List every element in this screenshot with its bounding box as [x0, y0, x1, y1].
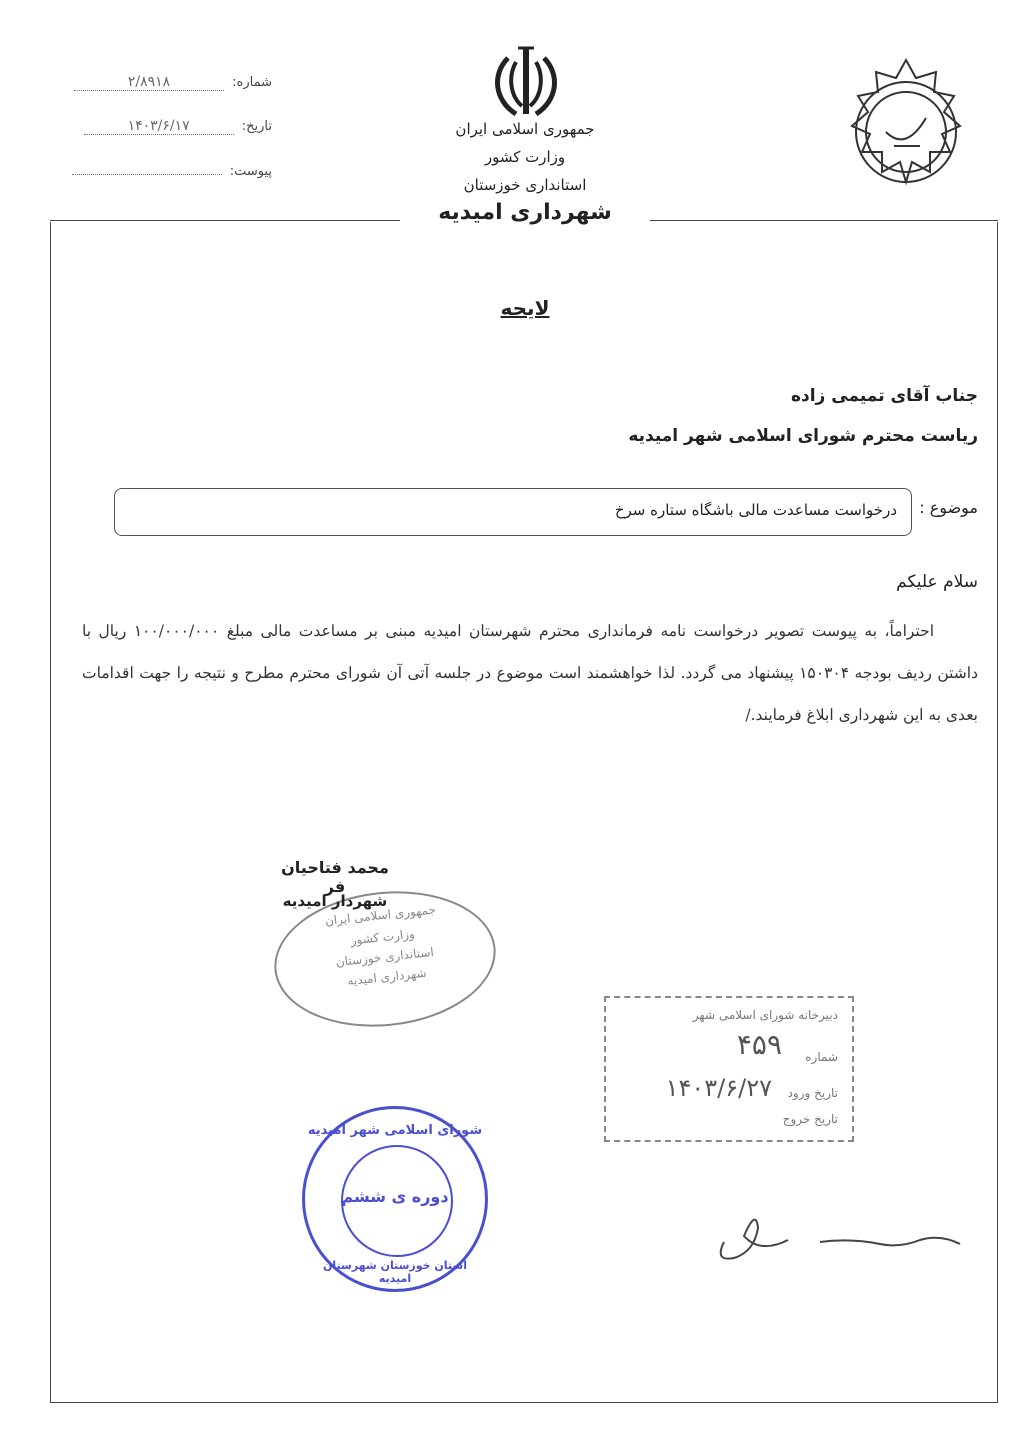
attachment-label: پیوست:: [229, 164, 272, 179]
header-province: استانداری خوزستان: [463, 176, 587, 194]
registry-number-value: ۴۵۹: [736, 1028, 782, 1061]
number-label: شماره:: [232, 75, 272, 90]
handwritten-signature: [710, 1206, 970, 1266]
registry-stamp: [604, 996, 854, 1142]
body-text: احتراماً، به پیوست تصویر درخواست نامه فرمانداری محترم شهرستان امیدیه مبنی بر مساعدت مالی مبلغ ۱۰۰/۰۰۰/۰۰۰ ریال با داشتن ردیف بودجه ۱۵۰۳۰۴ پیشنهاد می گردد. لذا خواهشمند است موضوع در جلسه آتی آن شورای محترم مطرح و نتیجه را جهت اقدامات بعدی به این شهرداری ابلاغ فرمایند./: [82, 622, 978, 724]
registry-exit-label: تاریخ خروج: [782, 1112, 838, 1126]
iran-emblem-icon: [488, 44, 564, 120]
registry-date-label: تاریخ ورود: [787, 1086, 838, 1100]
addressee-name: جناب آقای تمیمی زاده: [790, 386, 978, 406]
registry-date-value: ۱۴۰۳/۶/۲۷: [665, 1074, 772, 1102]
municipality-logo-icon: [830, 52, 982, 212]
letter-date: [32, 118, 272, 135]
council-stamp-bottom: استان خوزستان شهرستان امیدیه: [323, 1259, 467, 1285]
oval-stamp-line: جمهوری اسلامی ایران: [324, 902, 437, 929]
frame-divider: [636, 220, 998, 221]
oval-stamp-line: شهرداری امیدیه: [346, 965, 428, 989]
subject-label: موضوع :: [919, 498, 978, 517]
subject-box: [114, 488, 912, 536]
oval-stamp-line: وزارت کشور: [350, 926, 416, 948]
document-title: لایحه: [500, 296, 550, 320]
registry-number-label: شماره: [805, 1050, 838, 1064]
header-country: جمهوری اسلامی ایران: [455, 120, 595, 138]
municipality-name: شهرداری امیدیه: [400, 200, 650, 225]
subject-text: درخواست مساعدت مالی باشگاه ستاره سرخ: [614, 501, 897, 519]
addressee-position: ریاست محترم شورای اسلامی شهر امیدیه: [628, 426, 978, 446]
letter-attachment: [32, 164, 272, 179]
letter-number: [32, 74, 272, 91]
council-stamp-center: دوره ی ششم: [341, 1187, 449, 1206]
attachment-value: [72, 174, 222, 175]
signatory-title: شهردار امیدیه: [282, 892, 388, 910]
greeting: سلام علیکم: [896, 572, 978, 592]
header-ministry: وزارت کشور: [484, 148, 566, 166]
signatory-name: محمد فتاحیان فر: [281, 858, 389, 896]
registry-heading: دبیرخانه شورای اسلامی شهر: [692, 1008, 838, 1022]
oval-stamp-line: استانداری خوزستان: [335, 944, 435, 970]
frame-divider: [50, 220, 410, 221]
number-value: ۲/۸۹۱۸: [74, 74, 224, 91]
council-stamp-top: شورای اسلامی شهر امیدیه: [307, 1123, 483, 1138]
council-round-stamp: [302, 1106, 488, 1292]
date-value: ۱۴۰۳/۶/۱۷: [84, 118, 234, 135]
date-label: تاریخ:: [241, 119, 272, 134]
